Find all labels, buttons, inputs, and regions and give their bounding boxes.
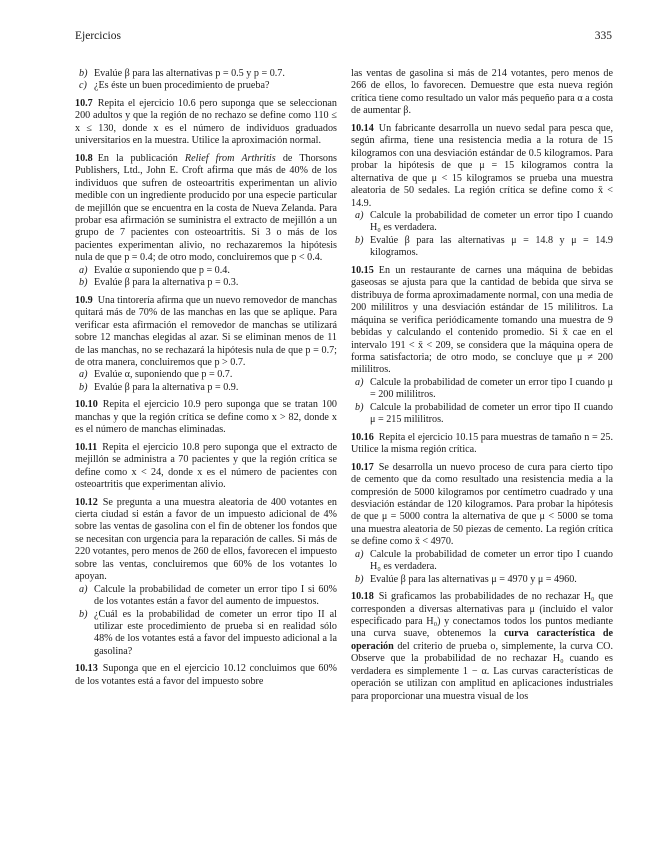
exercise-number: 10.10 [75,399,98,411]
sub-item-a: a) Calcule la probabilidad de cometer un error tipo I si 60% de los votantes están a favor del aumento de impuestos. [79,583,337,608]
exercise-10-6-continued [75,68,337,93]
exercise-10-11: 10.11 Repita el ejercicio 10.8 pero suponga que el extracto de mejillón se administra a 70 pacientes y que la región crítica se define como x < 24, donde x es el número de pacientes con osteoartritis que experimentan alivio. [75,441,337,491]
sub-item-a: a) Calcule la probabilidad de cometer un error tipo I cuando H₀ es verdadera. [355,548,613,573]
exercise-number: 10.11 [75,441,98,453]
exercise-number: 10.16 [351,431,374,443]
publication-title: Relief from Arthritis [184,152,276,164]
exercise-number: 10.17 [351,461,374,473]
exercise-text: Repita el ejercicio 10.6 pero suponga que se seleccionan 200 adultos y que la región de no rechazo se define como 110 ≤ x ≤ 130, donde x es el número de individuos graduados universitarios en la muestra. Utilice la aproximación normal. [75,97,337,147]
page-number: 335 [594,30,612,42]
sub-item-c: c) ¿Es éste un buen procedimiento de prueba? [79,80,270,92]
sub-item-b: b) ¿Cuál es la probabilidad de cometer un error tipo II al utilizar este procedimiento de prueba si en realidad sólo 48% de los votantes está a favor del impuesto adicional a la gasolina? [79,608,337,657]
sub-item-b: b) Evalúe β para las alternativas p = 0.5 y p = 0.7. [79,68,285,79]
exercise-number: 10.18 [351,591,374,603]
key-term: curva característica de operación [351,628,613,652]
exercise-number: 10.15 [351,264,374,276]
sub-item-a: a) Calcule la probabilidad de cometer un error tipo I cuando H₀ es verdadera. [355,209,613,234]
left-column [75,68,337,688]
exercise-10-18: 10.18 Si graficamos las probabilidades de no rechazar H₀ que corresponden a diversas alternativas para μ (incluido el valor especificado para H₀) y conectamos todos los puntos mediante una curva suave, obtenemos la curva característica de operación del criterio de prueba o, simplemente, la curva CO. Observe que la probabilidad de no rechazar H₀ cuando es verdadera es simplemente 1 − α. Las curvas características de operación se utilizan con amplitud en aplicaciones industriales para proporcionar una muestra visual de los [351,591,613,702]
sub-item-b: b) Evalúe β para la alternativa p = 0.3. [79,277,239,289]
exercise-10-14: 10.14 Un fabricante desarrolla un nuevo sedal para pesca que, según afirma, tiene una resistencia media a la rotura de 15 kilogramos con una desviación estándar de 0.5 kilogramos. Para probar la hipótesis de que μ = 15 kilogramos contra la alternativa de que μ < 15 kilogramos se prueba una muestra aleatoria de 50 sedales. La región crítica se define como x̄ < 14.9. a) Calcule la probabilidad de cometer un error tipo I cuando H₀ es verdadera. b) Evalúe β para las alternativas μ = 14.8 y μ = 14.9 kilogramos. [351,122,613,259]
running-title: Ejercicios [75,30,121,42]
exercise-10-13-continued: las ventas de gasolina si más de 214 votantes, pero menos de 266 de ellos, lo favorecen. Demuestre que esta nueva región crítica tiene como resultado un valor más pequeño para α a costa de aumentar β. [351,68,613,117]
exercise-number: 10.8 [75,152,93,164]
page-header [75,30,612,46]
sub-item-b: b) Evalúe β para las alternativas μ = 14.8 y μ = 14.9 kilogramos. [355,234,613,259]
exercise-10-17: 10.17 Se desarrolla un nuevo proceso de cura para cierto tipo de cemento que da como resultado una resistencia media a la compresión de 5000 kilogramos por centímetro cuadrado y una desviación estándar de 120 kilogramos. Para probar la hipótesis de que μ = 5000 contra la alternativa de que μ < 5000 se toma una muestra aleatoria de 50 piezas de cemento. La región crítica se define como x̄ < 4970. a) Calcule la probabilidad de cometer un error tipo I cuando H₀ es verdadera. b) Evalúe β para las alternativas μ = 4970 y μ = 4960. [351,461,613,585]
sub-item-a: a) Evalúe α suponiendo que p = 0.4. [79,264,230,276]
exercise-10-8: 10.8 En la publicación Relief from Arthritis de Thorsons Publishers, Ltd., John E. Croft afirma que más de 40% de los individuos que sufren de osteoartritis experimentan un alivio medible con un ingrediente producido por una especie particular de mejillón que se encuentra en la costa de Nueva Zelanda. Para probar esa afirmación se suministra el extracto de mejillón a un grupo de 7 pacientes con osteoartritis. Si 3 o más de los pacientes experimentan alivio, no rechazaremos la hipótesis nula de que p = 0.4; de otro modo, concluiremos que p < 0.4. a) Evalúe α suponiendo que p = 0.4. b) Evalúe β para la alternativa p = 0.3. [75,152,338,289]
sub-item-a: a) Evalúe α, suponiendo que p = 0.7. [79,369,233,381]
exercise-10-7 [75,98,337,148]
right-column [351,68,613,703]
exercise-number: 10.9 [75,294,93,306]
exercise-10-13: 10.13 Suponga que en el ejercicio 10.12 concluimos que 60% de los votantes está a favor del impuesto sobre [75,663,337,687]
exercise-10-10: 10.10 Repita el ejercicio 10.9 pero suponga que se tratan 100 manchas y que la región crítica se define como x > 82, donde x es el número de manchas eliminadas. [75,399,337,436]
exercise-10-12: 10.12 Se pregunta a una muestra aleatoria de 400 votantes en cierta ciudad si están a favor de un impuesto adicional de 4% sobre las ventas de gasolina con el fin de obtener los fondos que se necesitan con urgencia para la reparación de calles. Si más de 220 votantes, pero menos de 260 de ellos, favorecen el impuesto sobre las ventas, concluiremos que 60% de los votantes lo apoyan. a) Calcule la probabilidad de cometer un error tipo I si 60% de los votantes están a favor del aumento de impuestos. b) ¿Cuál es la probabilidad de cometer un error tipo II al utilizar este procedimiento de prueba si en realidad sólo 48% de los votantes está a favor del impuesto adicional a la gasolina? [75,496,337,657]
exercise-number: 10.12 [75,496,98,508]
exercise-10-16: 10.16 Repita el ejercicio 10.15 para muestras de tamaño n = 25. Utilice la misma región crítica. [351,431,613,456]
sub-item-b: b) Evalúe β para la alternativa p = 0.9. [79,381,239,393]
sub-item-a: a) Calcule la probabilidad de cometer un error tipo I cuando μ = 200 mililitros. [355,376,613,401]
exercise-number: 10.7 [75,97,93,109]
exercise-10-9: 10.9 Una tintorería afirma que un nuevo removedor de manchas quitará más de 70% de las manchas en las que se aplique. Para verificar esta afirmación el removedor de manchas se utilizará sobre 12 manchas elegidas al azar. Si se eliminan menos de 11 de las manchas, no se rechazará la hipótesis nula de que p = 0.7; de otra manera, concluiremos que p > 0.7. a) Evalúe α, suponiendo que p = 0.7. b) Evalúe β para la alternativa p = 0.9. [75,294,337,393]
sub-item-b: b) Calcule la probabilidad de cometer un error tipo II cuando μ = 215 mililitros. [355,401,613,426]
exercise-10-15: 10.15 En un restaurante de carnes una máquina de bebidas gaseosas se ajusta para que la cantidad de bebida que sirva se distribuya de forma aproximadamente normal, con una media de 200 mililitros y una desviación estándar de 15 mililitros. La máquina se verifica periódicamente tomando una muestra de 9 bebidas y calculando el contenido promedio. Si x̄ cae en el intervalo 191 < x̄ < 209, se considera que la máquina opera de forma satisfactoria; de otro modo, se concluye que μ ≠ 200 mililitros. a) Calcule la probabilidad de cometer un error tipo I cuando μ = 200 mililitros. b) Calcule la probabilidad de cometer un error tipo II cuando μ = 215 mililitros. [351,264,613,426]
exercise-number: 10.14 [351,122,374,134]
sub-item-b: b) Evalúe β para las alternativas μ = 4970 y μ = 4960. [355,573,577,585]
exercise-number: 10.13 [75,663,98,675]
